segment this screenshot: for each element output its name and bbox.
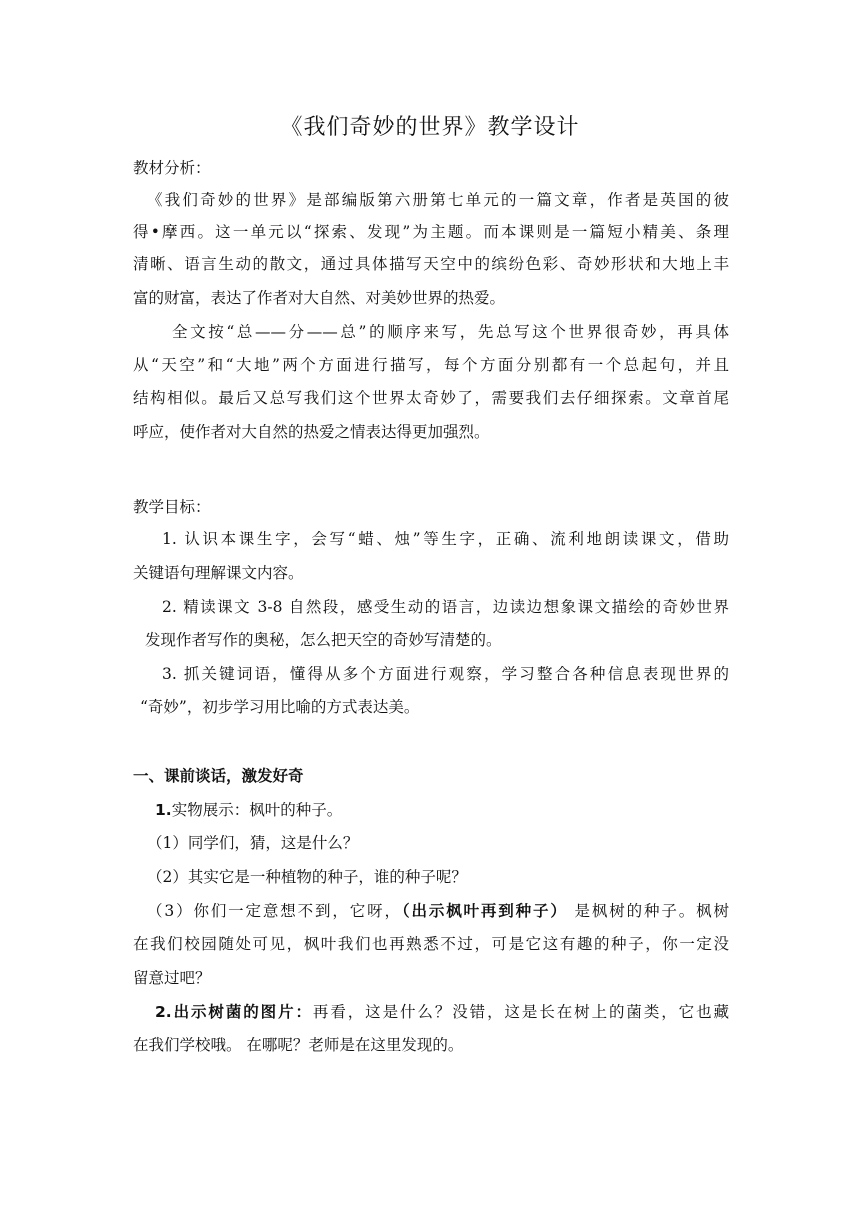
section-heading-material-analysis: 教材分析：: [133, 159, 211, 177]
paragraph-line: 留意过吧？: [133, 969, 211, 987]
goal-item-continuation: 关键语句理解课文内容。: [133, 564, 304, 582]
step-text: 再看，这是什么？没错，这是长在树上的菌类，它也藏: [312, 1003, 729, 1021]
section-heading-pre-class-talk: 一、课前谈话，激发好奇: [133, 767, 304, 785]
goal-item: 1. 认识本课生字，会写“蜡、烛”等生字，正确、流利地朗读课文，借助: [162, 530, 729, 548]
paragraph-line: 富的财富，表达了作者对大自然、对美妙世界的热爱。: [133, 289, 506, 307]
paragraph-line: 清晰、语言生动的散文，通过具体描写天空中的缤纷色彩、奇妙形状和大地上丰: [133, 255, 729, 273]
goal-item: 3. 抓关键词语，懂得从多个方面进行观察，学习整合各种信息表现世界的: [162, 665, 729, 683]
paragraph-line: 在我们校园随处可见，枫叶我们也再熟悉不过，可是它这有趣的种子，你一定没: [133, 935, 729, 953]
step-item: [155, 1000, 729, 1024]
paragraph-line: 呼应，使作者对大自然的热爱之情表达得更加强烈。: [133, 423, 490, 441]
question-text: （3）你们一定意想不到，它呀，: [147, 902, 402, 920]
document-title: 《我们奇妙的世界》教学设计: [280, 115, 580, 140]
goal-item-continuation: “奇妙”，初步学习用比喻的方式表达美。: [140, 698, 420, 716]
paragraph-line: 结构相似。最后又总写我们这个世界太奇妙了，需要我们去仔细探索。文章首尾: [133, 389, 729, 407]
question-item: （1）同学们，猜，这是什么？: [147, 834, 359, 852]
teacher-action-note: （出示枫叶再到种子）: [401, 902, 568, 920]
paragraph-line: 在我们学校哦。 在哪呢？老师是在这里发现的。: [133, 1036, 464, 1054]
paragraph-line: 《我们奇妙的世界》是部编版第六册第七单元的一篇文章，作者是英国的彼: [147, 191, 729, 209]
question-text: 是枫树的种子。枫树: [574, 902, 729, 920]
paragraph-line: 从“天空”和“大地”两个方面进行描写，每个方面分别都有一个总起句，并且: [133, 356, 729, 374]
step-item: [155, 798, 342, 822]
paragraph-line: 全文按“总——分——总”的顺序来写，先总写这个世界很奇妙，再具体: [172, 323, 729, 341]
question-item: （2）其实它是一种植物的种子，谁的种子呢？: [147, 868, 467, 886]
step-number: 1.: [155, 801, 172, 819]
step-text: 实物展示：枫叶的种子。: [171, 801, 343, 819]
goal-item: 2. 精读课文 3-8 自然段，感受生动的语言，边读边想象课文描绘的奇妙世界: [162, 598, 729, 616]
goal-item-continuation: 发现作者写作的奥秘，怎么把天空的奇妙写清楚的。: [145, 631, 502, 649]
teacher-action-note: 2.出示树菌的图片：: [155, 1003, 313, 1021]
section-heading-teaching-goals: 教学目标：: [133, 498, 211, 516]
paragraph-line: 得•摩西。这一单元以“探索、发现”为主题。而本课则是一篇短小精美、条理: [133, 223, 729, 241]
question-item: [147, 899, 729, 923]
